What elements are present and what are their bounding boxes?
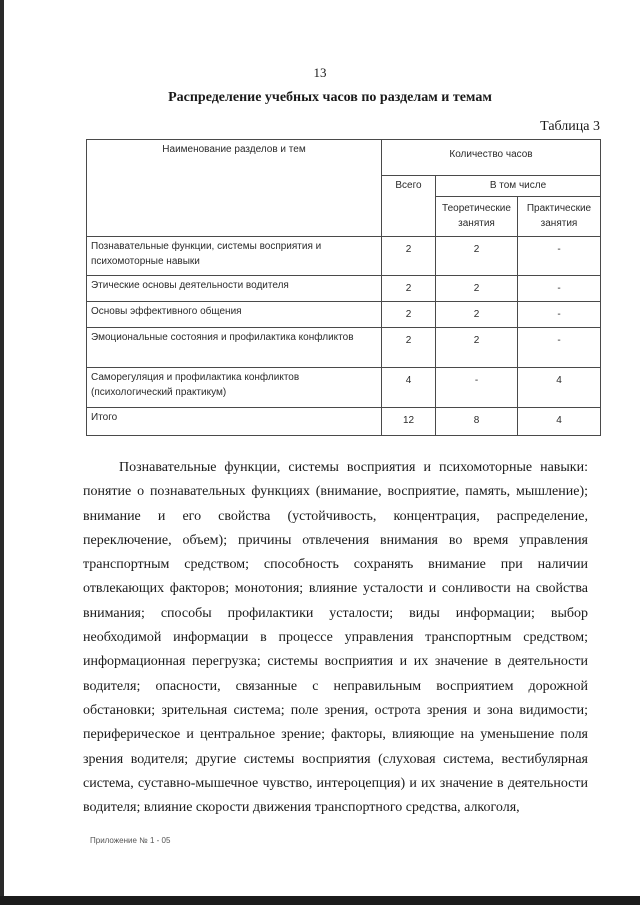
header-section-name: Наименование разделов и тем xyxy=(87,140,382,237)
header-total: Всего xyxy=(382,175,436,237)
scan-bottom-border xyxy=(0,896,640,905)
body-paragraph: Познавательные функции, системы восприятия и психомоторные навыки: понятие о познавательных функциях (внимание, восприятие, память, мышление); внимание и его свойства (устойчивость, концентрация, распределение, переключение, объем); причины отвлечения внимания во время управления транспортным средством; способность сохранять внимание при наличии отвлекающих факторов; монотония; влияние усталости и сонливости на свойства внимания; способы профилактики усталости; виды информации; выбор необходимой информации в процессе управления транспортным средством; информационная перегрузка; системы восприятия и их значение в деятельности водителя; опасности, связанные с неправильным восприятием дорожной обстановки; зрительная система; поле зрения, острота зрения и зона видимости; периферическое и центральное зрение; факторы, влияющие на уменьшение поля зрения водителя; другие системы восприятия (слуховая система, вестибулярная система, суставно-мышечное чувство, интероцепция) и их значение в деятельности водителя; влияние скорости движения транспортного средства, алкоголя, xyxy=(83,460,588,816)
document-title: Распределение учебных часов по разделам и темам xyxy=(168,90,492,105)
table-row xyxy=(87,328,601,368)
row-theory: 8 xyxy=(436,408,518,436)
scan-left-border xyxy=(0,0,4,905)
row-practice: - xyxy=(518,328,601,368)
row-name: Итого xyxy=(87,408,382,436)
row-name: Этические основы деятельности водителя xyxy=(87,276,382,302)
header-including: В том числе xyxy=(436,175,601,197)
row-practice: 4 xyxy=(518,408,601,436)
hours-distribution-table xyxy=(86,139,601,436)
footer-note: Приложение № 1 - 05 xyxy=(90,836,171,845)
row-practice: 4 xyxy=(518,368,601,408)
header-practice: Практические занятия xyxy=(518,197,601,237)
table-row xyxy=(87,368,601,408)
row-total: 2 xyxy=(382,237,436,276)
table-row xyxy=(87,302,601,328)
row-total: 4 xyxy=(382,368,436,408)
table-total-row xyxy=(87,408,601,436)
row-practice: - xyxy=(518,237,601,276)
table-row xyxy=(87,276,601,302)
row-theory: 2 xyxy=(436,276,518,302)
header-hours-count: Количество часов xyxy=(382,140,601,176)
row-name: Познавательные функции, системы восприятия и психомоторные навыки xyxy=(87,237,382,276)
row-total: 2 xyxy=(382,328,436,368)
row-practice: - xyxy=(518,276,601,302)
row-name: Саморегуляция и профилактика конфликтов (психологический практикум) xyxy=(87,368,382,408)
row-total: 2 xyxy=(382,276,436,302)
row-total: 12 xyxy=(382,408,436,436)
table-header-row xyxy=(87,140,601,176)
row-name: Основы эффективного общения xyxy=(87,302,382,328)
table-label: Таблица 3 xyxy=(540,119,600,134)
row-theory: 2 xyxy=(436,328,518,368)
row-total: 2 xyxy=(382,302,436,328)
row-theory: 2 xyxy=(436,237,518,276)
page-number: 13 xyxy=(313,65,327,80)
row-theory: 2 xyxy=(436,302,518,328)
header-theory: Теоретические занятия xyxy=(436,197,518,237)
table-row xyxy=(87,237,601,276)
row-name: Эмоциональные состояния и профилактика конфликтов xyxy=(87,328,382,368)
row-practice: - xyxy=(518,302,601,328)
row-theory: - xyxy=(436,368,518,408)
body-text xyxy=(83,456,588,820)
